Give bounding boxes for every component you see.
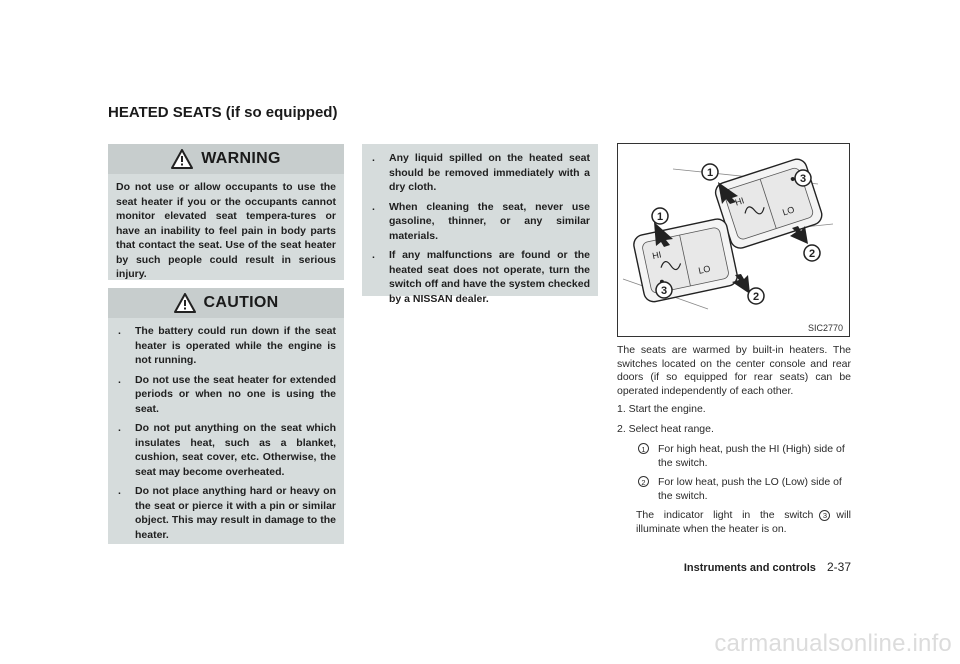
switch-lo-label: LO — [781, 204, 796, 218]
switch-hi-label: HI — [733, 195, 746, 208]
caution-list — [116, 324, 336, 547]
caution-continued-box — [362, 144, 598, 305]
intro-paragraph: The seats are warmed by built-in heaters. The switches located on the center console and rear doors (if so equipped for rear seats) can be operated independently of each other. — [617, 344, 851, 397]
callout-3-left — [656, 282, 672, 298]
list-item: . Do not put anything on the seat which insulates heat, such as a blanket, cushion, seat cover, etc. Otherwise, the seat may become overheated. — [118, 422, 336, 478]
list-item: . Do not use the seat heater for extended periods or when no one is using the seat. — [118, 373, 336, 415]
callout-number: 1 — [638, 443, 649, 454]
list-item: . Do not place anything hard or heavy on the seat or pierce it with a pin or similar object. This may result in damage to the heater. — [118, 485, 336, 541]
caution-box — [108, 288, 344, 544]
svg-text:3: 3 — [799, 173, 807, 185]
callout-3-top — [795, 170, 811, 186]
callout-number: 2 — [638, 476, 649, 487]
step-2b: 2 For low heat, push the LO (Low) side of the switch. — [638, 476, 851, 503]
caution-triangle-icon — [174, 293, 196, 313]
list-item: . The battery could run down if the seat heater is operated while the engine is not running. — [118, 325, 336, 366]
svg-text:1: 1 — [656, 211, 664, 223]
warning-box — [108, 144, 344, 280]
warning-header — [108, 144, 344, 174]
callout-2-right — [804, 245, 820, 261]
heated-seat-switch-figure — [617, 143, 850, 337]
callout-1-left — [652, 208, 668, 224]
step-1: 1. Start the engine. — [617, 403, 706, 415]
callout-number: 3 — [819, 510, 830, 521]
list-item: . Any liquid spilled on the heated seat should be removed immediately with a dry cloth. — [372, 152, 590, 193]
caution-header — [108, 288, 344, 318]
caution-heading: CAUTION — [203, 294, 279, 311]
watermark: carmanualsonline.info — [714, 630, 952, 657]
seat-switch-illustration — [618, 144, 849, 336]
svg-text:LO: LO — [697, 263, 712, 276]
caution-continued-list — [370, 151, 590, 311]
warning-heading: WARNING — [201, 150, 281, 167]
warning-triangle-icon — [171, 149, 193, 169]
step-2a: 1 For high heat, push the HI (High) side of the switch. — [638, 443, 851, 470]
page-footer — [0, 560, 851, 574]
list-item: . If any malfunctions are found or the heated seat does not operate, turn the switch off and have the system checked by a NISSAN dealer. — [372, 249, 590, 305]
page-number: 2-37 — [826, 560, 851, 574]
arrow-icon — [790, 226, 808, 244]
warning-text: Do not use or allow occupants to use the seat heater if you or the occupants cannot monitor elevated seat tempera-tures or have an inability to feel pain in body parts that contact the seat. Use of the seat heater by such people could result in serious injury. — [116, 181, 336, 280]
svg-text:1: 1 — [706, 167, 714, 179]
callout-1-top — [702, 164, 718, 180]
figure-code: SIC2770 — [807, 323, 843, 333]
svg-text:2: 2 — [808, 248, 816, 260]
svg-text:HI: HI — [651, 249, 663, 262]
chapter-title: Instruments and controls — [683, 562, 816, 574]
list-item: . When cleaning the seat, never use gasoline, thinner, or any similar materials. — [372, 200, 590, 242]
indicator-paragraph: The indicator light in the switch 3 will illuminate when the heater is on. — [636, 509, 851, 535]
front-switch-panel — [632, 217, 739, 303]
svg-text:3: 3 — [660, 285, 668, 297]
callout-2-bottom — [748, 288, 764, 304]
section-title: HEATED SEATS (if so equipped) — [108, 104, 338, 121]
svg-text:2: 2 — [752, 291, 760, 303]
step-2: 2. Select heat range. — [617, 423, 714, 435]
